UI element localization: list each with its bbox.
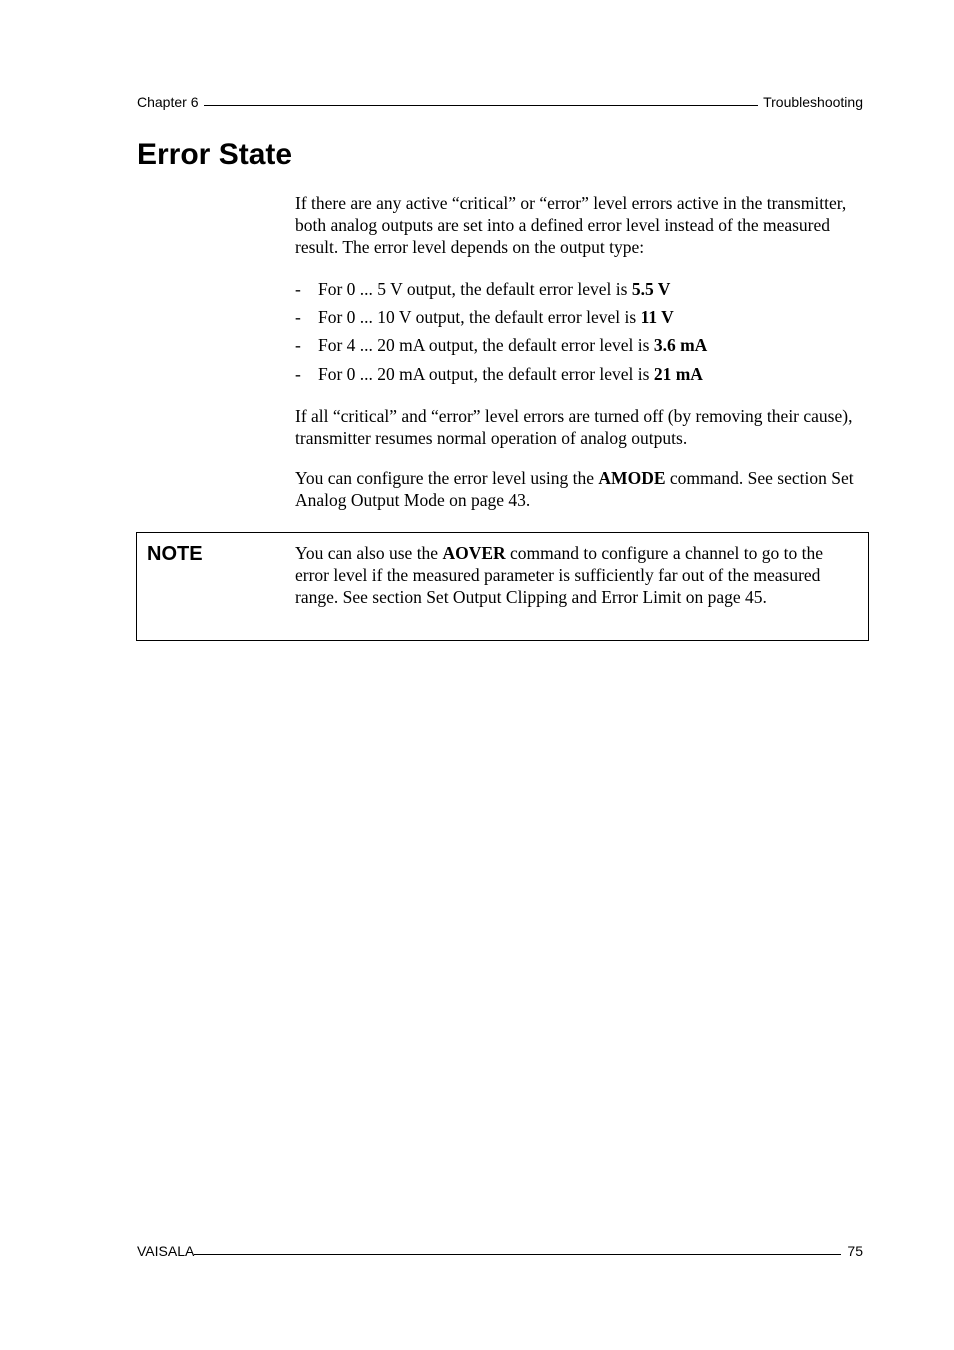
page-title: Error State xyxy=(137,138,293,171)
note-label: NOTE xyxy=(147,543,203,565)
list-item-text: For 0 ... 5 V output, the default error level is xyxy=(318,279,632,299)
page-header xyxy=(137,90,863,110)
list-item-text: For 0 ... 10 V output, the default error level is xyxy=(318,307,641,328)
amode-command: AMODE xyxy=(598,468,666,488)
intro-paragraph: If there are any active “critical” or “error” level errors active in the transmitter, both analog outputs are set into a defined error level instead of the measured result. The error level depends on the output type: xyxy=(295,193,847,257)
list-dash: - xyxy=(295,307,301,328)
footer-rule xyxy=(194,1254,841,1255)
note-text-before: You can also use the xyxy=(295,543,443,563)
brand-label: VAISALA xyxy=(137,1243,195,1259)
resume-paragraph: If all “critical” and “error” level errors are turned off (by removing their cause), transmitter resumes normal operation of analog outputs. xyxy=(295,406,853,448)
configure-text-after: command. See section Set Analog Output Mode on page 43. xyxy=(295,468,854,510)
configure-paragraph xyxy=(295,467,860,511)
list-dash: - xyxy=(295,335,301,356)
list-item xyxy=(295,334,860,362)
note-text xyxy=(295,542,860,608)
list-item xyxy=(295,363,860,391)
list-item-value: 21 mA xyxy=(653,363,703,384)
list-item xyxy=(295,306,860,334)
note-text-after: command to configure a channel to go to the error level if the measured parameter is sufficiently far out of the measured range. See section Set Output Clipping and Error Limit on page 45. xyxy=(295,543,823,607)
configure-text-before: You can configure the error level using the xyxy=(295,468,599,488)
list-item-value: 3.6 mA xyxy=(653,335,708,356)
page-number: 75 xyxy=(847,1243,863,1259)
list-item-value: 5.5 V xyxy=(631,279,671,299)
list-item xyxy=(295,278,860,306)
aover-command: AOVER xyxy=(442,543,506,563)
section-label: Troubleshooting xyxy=(763,94,863,110)
page-footer xyxy=(137,1239,863,1259)
list-dash: - xyxy=(295,363,301,384)
list-dash: - xyxy=(295,279,301,299)
error-level-list xyxy=(295,278,860,391)
header-rule xyxy=(204,105,758,106)
chapter-label: Chapter 6 xyxy=(137,94,199,110)
list-item-text: For 4 ... 20 mA output, the default error level is xyxy=(318,335,654,356)
note-box xyxy=(136,532,869,641)
list-item-value: 11 V xyxy=(640,307,674,328)
list-item-text: For 0 ... 20 mA output, the default error level is xyxy=(318,363,654,384)
